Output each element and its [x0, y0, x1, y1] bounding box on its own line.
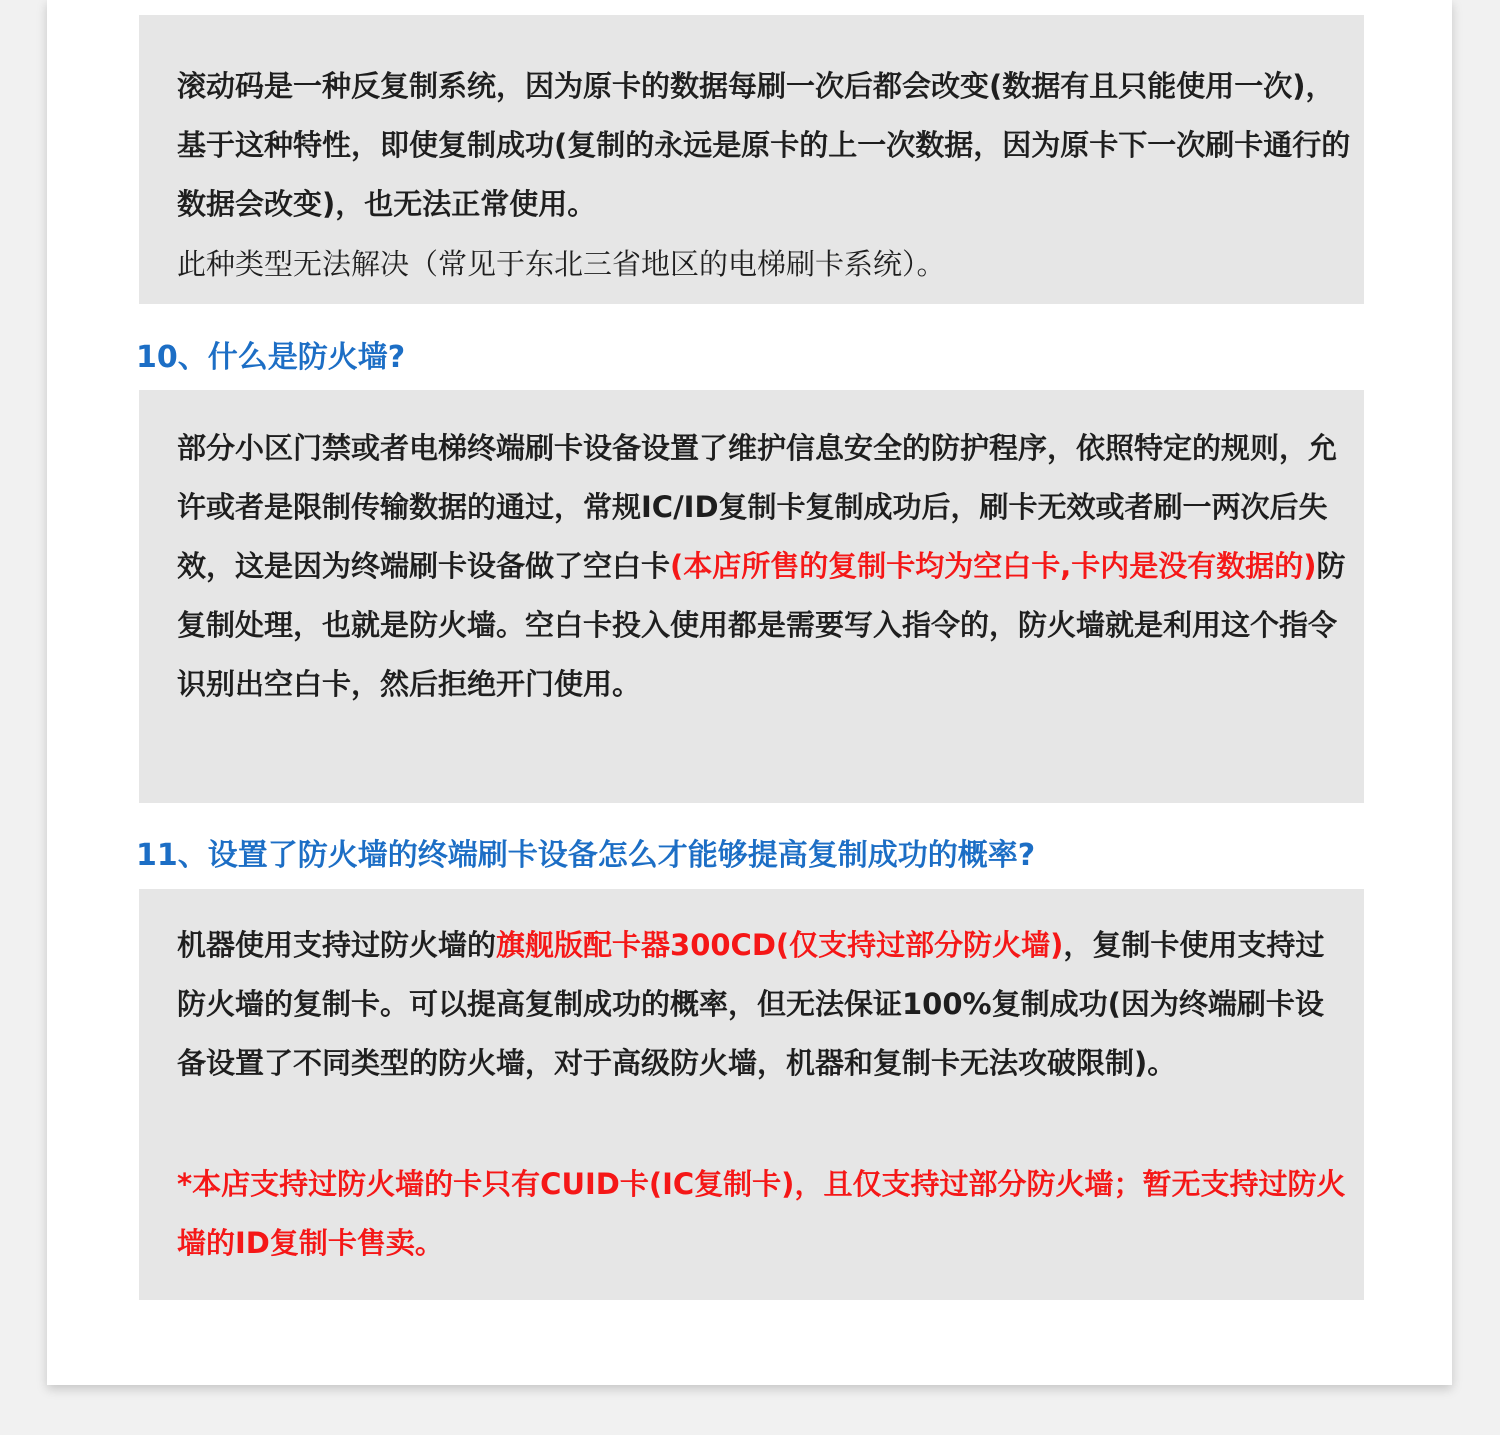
rolling-code-text: 滚动码是一种反复制系统，因为原卡的数据每刷一次后都会改变(数据有且只能使用一次)，基于这种特性，即使复制成功(复制的永远是原卡的上一次数据，因为原卡下一次刷卡通行的数据会改变)，也无法正常使用。 — [177, 69, 1351, 221]
content-card — [47, 0, 1452, 1385]
question-heading-11: 11、设置了防火墙的终端刷卡设备怎么才能够提高复制成功的概率? — [136, 838, 1036, 873]
flagship-device-highlight: 旗舰版配卡器300CD(仅支持过部分防火墙) — [496, 928, 1064, 962]
firewall-highlight: (本店所售的复制卡均为空白卡,卡内是没有数据的) — [670, 549, 1317, 583]
success-text-part1: 机器使用支持过防火墙的 — [177, 928, 497, 962]
success-text-part2: ，复制卡使用支持过防火墙的复制卡。可以提高复制成功的概率，但无法保证100%复制成功(因为终端刷卡设备设置了不同类型的防火墙，对于高级防火墙，机器和复制卡无法攻破限制)。 — [177, 928, 1325, 1080]
firewall-text-part1: 部分小区门禁或者电梯终端刷卡设备设置了维护信息安全的防护程序，依照特定的规则，允许或者是限制传输数据的通过，常规IC/ID复制卡复制成功后，刷卡无效或者刷一两次后失效，这是因为终端刷卡设备做了空白卡 — [177, 431, 1338, 583]
store-note: *本店支持过防火墙的卡只有CUID卡(IC复制卡)，且仅支持过部分防火墙；暂无支持过防火墙的ID复制卡售卖。 — [177, 1167, 1346, 1260]
answer-box-rolling-code — [139, 15, 1364, 304]
firewall-text-part2: 防复制处理，也就是防火墙。空白卡投入使用都是需要写入指令的，防火墙就是利用这个指令识别出空白卡，然后拒绝开门使用。 — [177, 549, 1346, 701]
answer-box-firewall — [139, 390, 1364, 803]
success-rate-answer-text — [177, 916, 1352, 1093]
rolling-code-note: 此种类型无法解决（常见于东北三省地区的电梯刷卡系统）。 — [177, 247, 946, 281]
question-heading-10: 10、什么是防火墙? — [136, 340, 406, 375]
answer-box-success-rate — [139, 889, 1364, 1300]
firewall-answer-text — [177, 419, 1352, 714]
